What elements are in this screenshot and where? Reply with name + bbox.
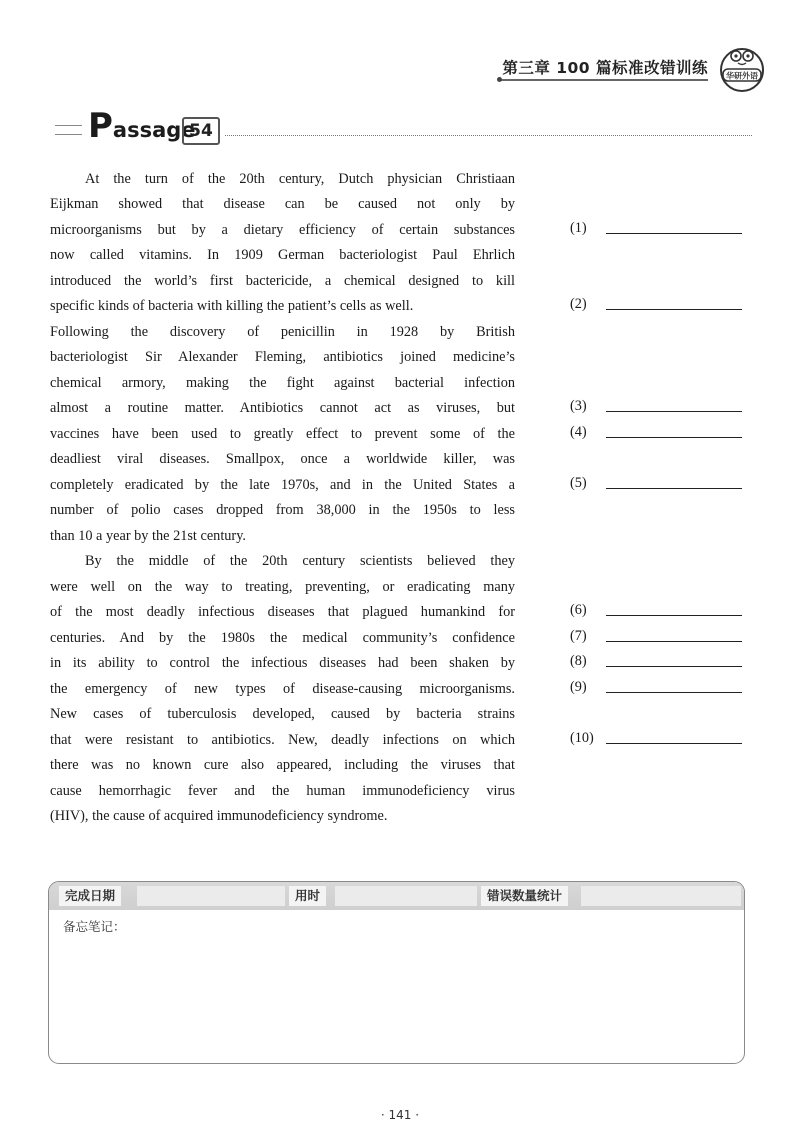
text-line: (HIV), the cause of acquired immunodeficiency syndrome. [50, 808, 388, 824]
memo-label: 备忘笔记： [63, 919, 126, 934]
blank-number: (10) [570, 730, 594, 746]
blank-number: (7) [570, 628, 587, 644]
answer-blank-6[interactable] [570, 602, 606, 622]
blank-number: (8) [570, 653, 587, 669]
blank-number: (3) [570, 398, 587, 414]
heading-dash-bottom [55, 134, 82, 135]
text-line: centuries. And by the 1980s the medical community’s confidence [50, 630, 515, 646]
text-line: of the most deadly infectious diseases that plagued humankind for [50, 604, 515, 620]
text-line: New cases of tuberculosis developed, caused by bacteria strains [50, 706, 515, 722]
time-field[interactable] [335, 886, 477, 906]
text-line: chemical armory, making the fight against bacterial infection [50, 375, 515, 391]
date-label: 完成日期 [59, 886, 121, 906]
text-line: now called vitamins. In 1909 German bacteriologist Paul Ehrlich [50, 247, 515, 263]
text-line: in its ability to control the infectious diseases had been shaken by [50, 655, 515, 671]
text-line: almost a routine matter. Antibiotics cannot act as viruses, but [50, 400, 515, 416]
heading-dash-top [55, 125, 82, 126]
errors-field[interactable] [581, 886, 741, 906]
blank-number: (9) [570, 679, 587, 695]
answer-blank-7[interactable] [570, 628, 606, 648]
answer-blank-1[interactable] [570, 220, 606, 240]
passage-heading-p: P [88, 106, 113, 146]
passage-number-badge: 54 [182, 117, 220, 145]
answer-blank-3[interactable] [570, 398, 606, 418]
text-line: Following the discovery of penicillin in 1928 by British [50, 324, 515, 340]
text-line: were well on the way to treating, preventing, or eradicating many [50, 579, 515, 595]
header-rule [500, 79, 708, 81]
answer-blank-4[interactable] [570, 424, 606, 444]
text-line: vaccines have been used to greatly effect to prevent some of the [50, 426, 515, 442]
passage-heading [88, 106, 196, 146]
text-line: there was no known cure also appeared, including the viruses that [50, 757, 515, 773]
time-label: 用时 [289, 886, 326, 906]
mascot-logo-icon [716, 42, 768, 94]
page-number: · 141 · [380, 1108, 420, 1122]
text-line: the emergency of new types of disease-causing microorganisms. [50, 681, 515, 697]
text-line: number of polio cases dropped from 38,000 in the 1950s to less [50, 502, 515, 518]
text-line: Eijkman showed that disease can be caused not only by [50, 196, 515, 212]
text-line: At the turn of the 20th century, Dutch physician Christiaan [85, 171, 515, 187]
heading-dotted-rule [225, 135, 752, 136]
text-line: specific kinds of bacteria with killing the patient’s cells as well. [50, 298, 414, 314]
text-line: completely eradicated by the late 1970s, and in the United States a [50, 477, 515, 493]
text-line: deadliest viral diseases. Smallpox, once a worldwide killer, was [50, 451, 515, 467]
mascot-text: 华研外语 [726, 71, 758, 81]
text-line: bacteriologist Sir Alexander Fleming, antibiotics joined medicine’s [50, 349, 515, 365]
blank-number: (4) [570, 424, 587, 440]
errors-label: 错误数量统计 [481, 886, 568, 906]
date-field[interactable] [137, 886, 285, 906]
text-line: microorganisms but by a dietary efficiency of certain substances [50, 222, 515, 238]
answer-blank-5[interactable] [570, 475, 606, 495]
blank-number: (6) [570, 602, 587, 618]
answer-blank-10[interactable] [570, 730, 606, 750]
text-line: introduced the world’s first bactericide, a chemical designed to kill [50, 273, 515, 289]
answer-blank-8[interactable] [570, 653, 606, 673]
text-line: that were resistant to antibiotics. New, deadly infections on which [50, 732, 515, 748]
blank-number: (2) [570, 296, 587, 312]
text-line: By the middle of the 20th century scientists believed they [85, 553, 515, 569]
text-line: than 10 a year by the 21st century. [50, 528, 246, 544]
answer-blank-2[interactable] [570, 296, 606, 316]
passage-heading-rest: assage [112, 118, 196, 142]
text-line: cause hemorrhagic fever and the human immunodeficiency virus [50, 783, 515, 799]
chapter-title: 第三章 100 篇标准改错训练 [502, 59, 708, 77]
record-header [49, 882, 744, 910]
blank-number: (5) [570, 475, 587, 491]
answer-blank-9[interactable] [570, 679, 606, 699]
blank-number: (1) [570, 220, 587, 236]
record-box [48, 881, 745, 1064]
